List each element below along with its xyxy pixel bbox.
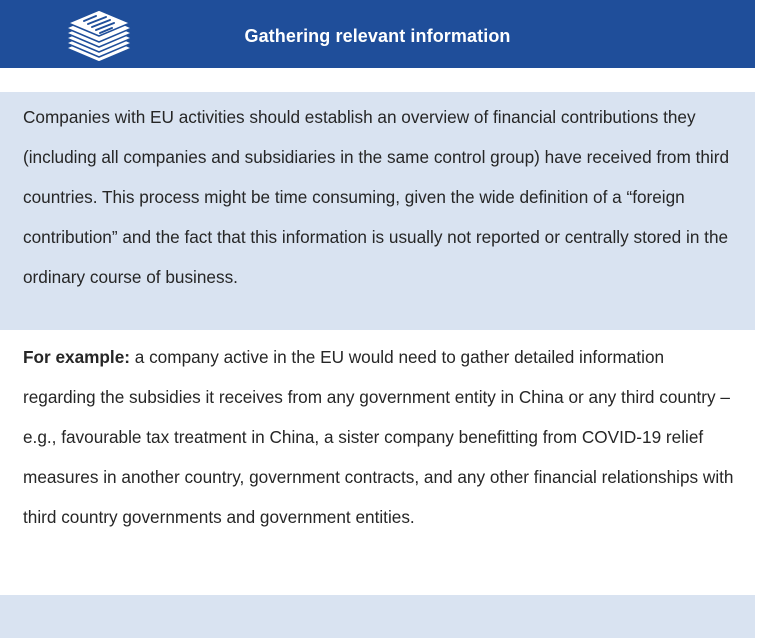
- highlight-panel-bottom: [0, 595, 755, 638]
- section-header: [0, 0, 755, 68]
- example-text: a company active in the EU would need to gather detailed information regarding the subsidies it receives from any government entity in China or any third country – e.g., favourable tax treatment in China, a sister company benefitting from COVID-19 relief measures in another country, government contracts, and any other financial relationships with third country governments and government entities.: [23, 347, 734, 527]
- intro-paragraph: Companies with EU activities should establish an overview of financial contributions they (including all companies and subsidiaries in the same control group) have received from third countries. This process might be time consuming, given the wide definition of a “foreign contribution” and the fact that this information is usually not reported or centrally stored in the ordinary course of business.: [23, 107, 730, 287]
- header-title: [0, 0, 755, 68]
- header-title-text: Gathering relevant information: [244, 26, 511, 46]
- example-paragraph: [23, 337, 738, 537]
- example-label: For example:: [23, 347, 130, 367]
